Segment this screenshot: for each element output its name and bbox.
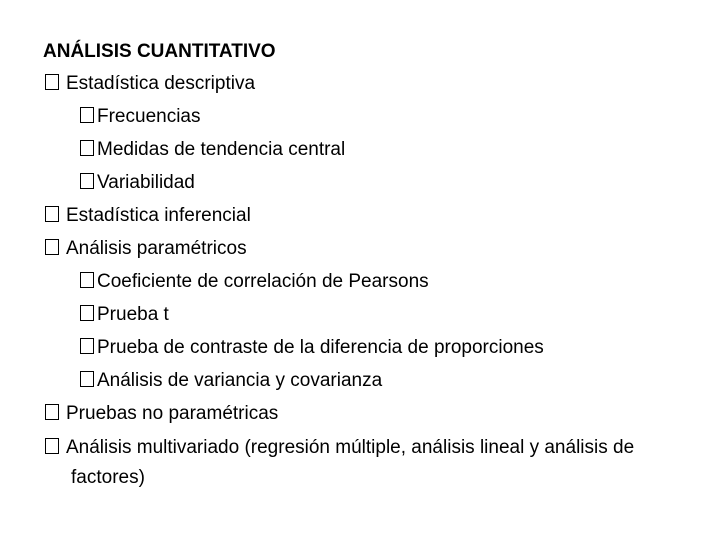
list-item [0, 367, 720, 400]
checkbox-bullet-icon [45, 206, 59, 222]
list-item-text: Prueba t [97, 304, 169, 325]
list-item [0, 169, 720, 202]
checkbox-bullet-icon [45, 438, 59, 454]
list-item-text: Análisis paramétricos [66, 238, 247, 259]
checkbox-bullet-icon [80, 272, 94, 288]
list-item-text: Pruebas no paramétricas [66, 403, 279, 424]
checkbox-bullet-icon [45, 239, 59, 255]
list-item [0, 268, 720, 301]
checkbox-bullet-icon [80, 305, 94, 321]
checkbox-bullet-icon [45, 404, 59, 420]
list-item [0, 235, 720, 268]
checkbox-bullet-icon [45, 74, 59, 90]
list-item-text: Variabilidad [97, 172, 195, 193]
checkbox-bullet-icon [80, 173, 94, 189]
checkbox-bullet-icon [80, 107, 94, 123]
list-item-text: Frecuencias [97, 106, 201, 127]
list-item [0, 70, 720, 103]
list-item-text: Estadística inferencial [66, 205, 251, 226]
list-item-text: Medidas de tendencia central [97, 139, 346, 160]
list-item [0, 433, 711, 493]
checkbox-bullet-icon [80, 338, 94, 354]
list-item [0, 202, 720, 235]
outline-list [0, 70, 720, 493]
checkbox-bullet-icon [80, 140, 94, 156]
list-item-text: Coeficiente de correlación de Pearsons [97, 271, 429, 292]
list-item [0, 136, 720, 169]
list-item-text: Análisis de variancia y covarianza [97, 370, 383, 391]
checkbox-bullet-icon [80, 371, 94, 387]
list-item [0, 103, 720, 136]
list-item-text: Prueba de contraste de la diferencia de proporciones [97, 337, 544, 358]
list-item [0, 301, 720, 334]
list-item-text: Análisis multivariado (regresión múltiple, análisis lineal y análisis de factores) [66, 437, 635, 488]
list-item [0, 334, 720, 367]
list-item-text: Estadística descriptiva [66, 73, 256, 94]
slide-title: ANÁLISIS CUANTITATIVO [43, 41, 276, 62]
list-item [0, 400, 720, 433]
